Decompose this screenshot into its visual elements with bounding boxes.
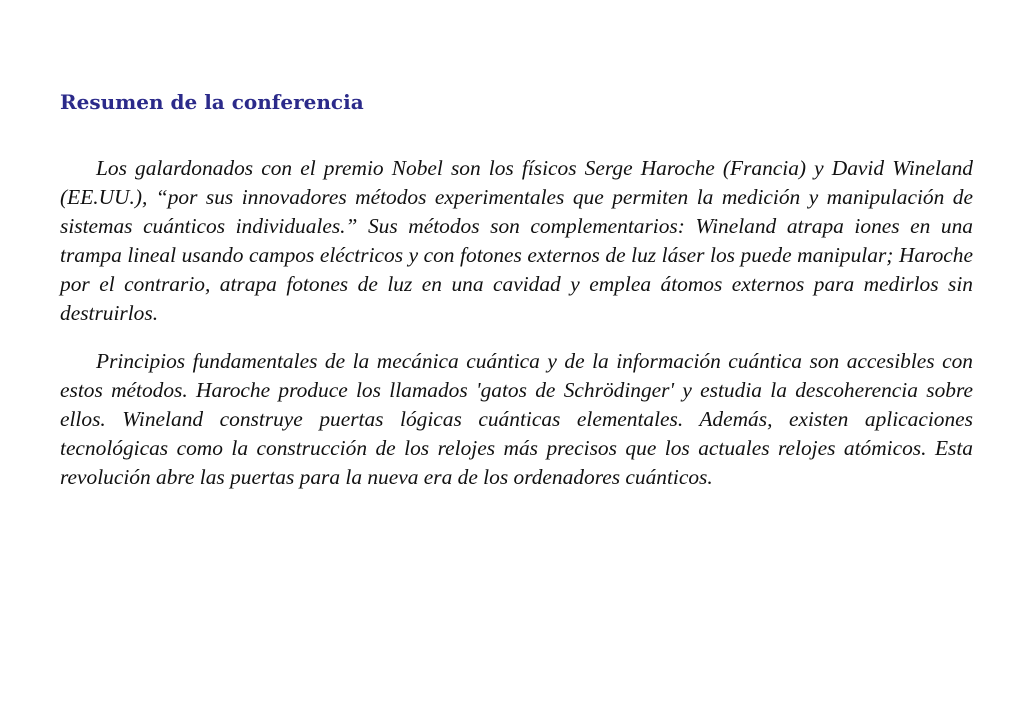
paragraph-1: Los galardonados con el premio Nobel son los físicos Serge Haroche (Francia) y David Wineland (EE.UU.), “por sus innovadores métodos experimentales que permiten la medición y manipulación de sistemas cuánticos individuales.” Sus métodos son complementarios: Wineland atrapa iones en una trampa lineal usando campos eléctricos y con fotones externos de luz láser los puede manipular; Haroche por el contrario, atrapa fotones de luz en una cavidad y emplea átomos externos para medirlos sin destruirlos. [60,156,973,325]
paragraph-2: Principios fundamentales de la mecánica cuántica y de la información cuántica son accesibles con estos métodos. Haroche produce los llamados 'gatos de Schrödinger' y estudia la descoherencia sobre ellos. Wineland construye puertas lógicas cuánticas elementales. Además, existen aplicaciones tecnológicas como la construcción de los relojes más precisos que los actuales relojes atómicos. Esta revolución abre las puertas para la nueva era de los ordenadores cuánticos. [60,349,973,489]
document-page [60,88,973,511]
section-heading: Resumen de la conferencia [60,90,364,114]
